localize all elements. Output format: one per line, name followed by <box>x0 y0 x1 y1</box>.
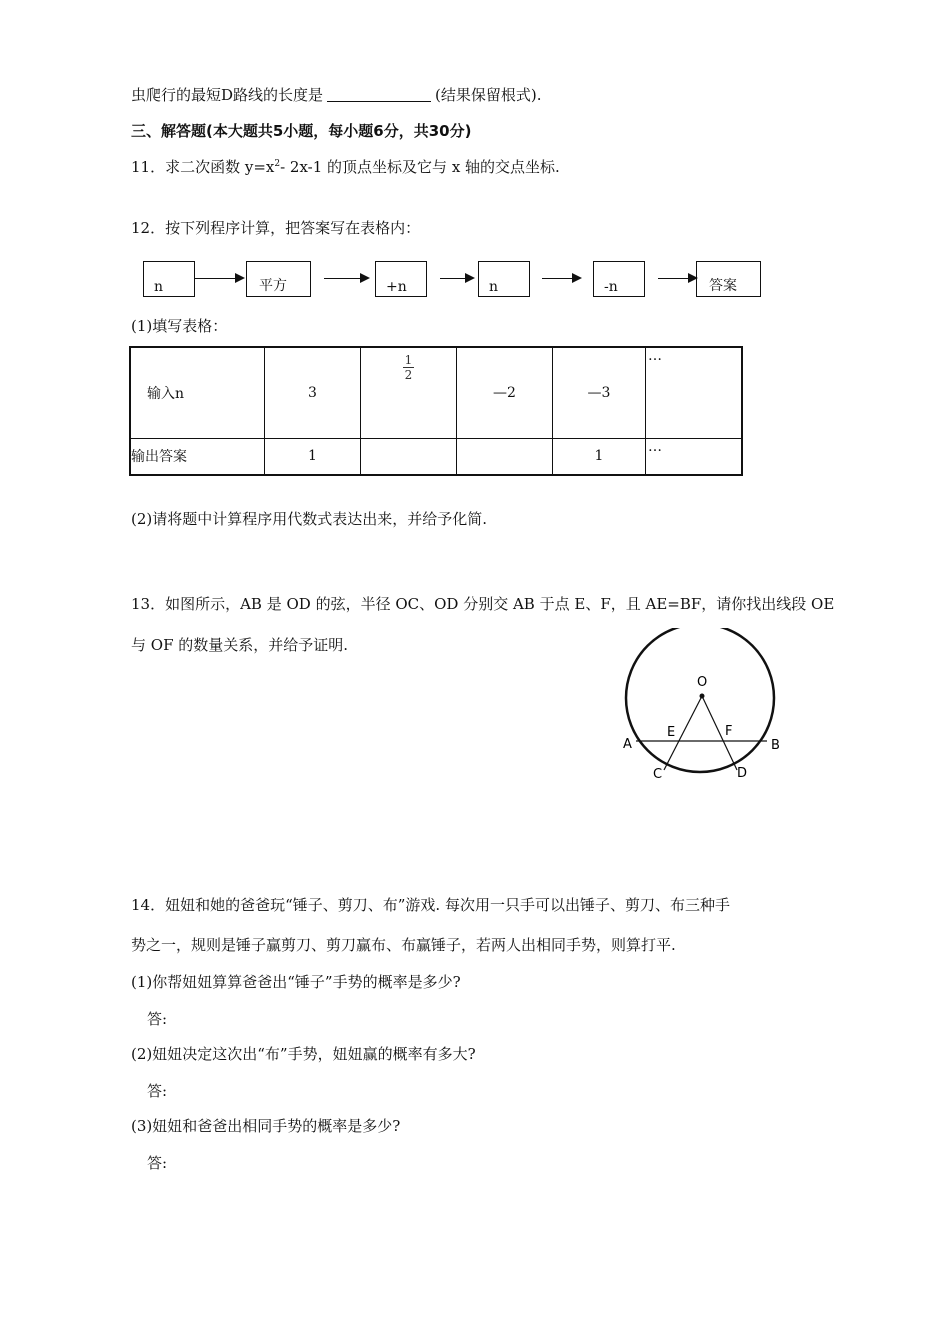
label-a: A <box>623 737 632 752</box>
output-cell-3[interactable] <box>457 438 553 475</box>
q12-part1: (1)填写表格： <box>131 317 228 335</box>
q14-answer-3[interactable]: 答: <box>147 1154 168 1172</box>
q11-superscript: 2 <box>274 159 281 169</box>
q10-answer-blank[interactable] <box>327 87 431 102</box>
q14-answer-2[interactable]: 答: <box>147 1082 168 1100</box>
output-cell-1: 1 <box>265 438 361 475</box>
q14-answer-1[interactable]: 答: <box>147 1010 168 1028</box>
q11-text-part1: 11．求二次函数 y=x <box>131 158 275 176</box>
input-row-label: 输入n <box>130 347 265 438</box>
input-cell-1: 3 <box>265 347 361 438</box>
q14-line2: 势之一，规则是锤子赢剪刀、剪刀赢布、布赢锤子，若两人出相同手势，则算打平. <box>131 936 676 954</box>
q10-tail-note: (结果保留根式). <box>435 86 542 104</box>
flow-arrow-3 <box>440 278 473 279</box>
q12-intro: 12．按下列程序计算，把答案写在表格内： <box>131 219 421 237</box>
flow-box-input <box>143 261 195 297</box>
fraction-denominator: 2 <box>404 368 413 382</box>
flow-box-plus-n-label: +n <box>386 279 407 295</box>
q13-circle-figure <box>615 628 785 783</box>
input-cell-4: —3 <box>553 347 646 438</box>
fraction-numerator: 1 <box>404 353 413 367</box>
flow-box-square <box>246 261 311 297</box>
q10-tail-text: 虫爬行的最短D路线的长度是 <box>131 86 324 104</box>
label-e: E <box>667 725 676 740</box>
table-row-output <box>130 438 742 475</box>
label-f: F <box>725 724 733 739</box>
flow-box-answer-label: 答案 <box>709 278 737 294</box>
q14-question-1: (1)你帮妞妞算算爸爸出“锤子”手势的概率是多少? <box>131 973 461 991</box>
q13-line2: 与 OF 的数量关系，并给予证明. <box>131 636 349 654</box>
input-cell-ellipsis: … <box>646 347 743 438</box>
flow-arrow-2 <box>324 278 368 279</box>
label-d: D <box>737 766 748 781</box>
flow-box-divide-n-label: n <box>489 279 499 295</box>
flow-arrow-5 <box>658 278 696 279</box>
flow-box-square-label: 平方 <box>259 278 287 294</box>
output-row-label: 输出答案 <box>130 438 265 475</box>
q14-question-3: (3)妞妞和爸爸出相同手势的概率是多少? <box>131 1117 401 1135</box>
output-cell-2[interactable] <box>361 438 457 475</box>
fraction-one-half <box>403 353 415 382</box>
label-o: O <box>697 675 708 690</box>
flow-arrow-1 <box>195 278 243 279</box>
flow-box-minus-n <box>593 261 645 297</box>
section-3-title: 三、解答题(本大题共5小题，每小题6分，共30分) <box>131 122 472 140</box>
input-cell-2 <box>361 347 457 438</box>
q13-line1: 13．如图所示，AB 是 OD 的弦，半径 OC、OD 分别交 AB 于点 E、F，且 AE=BF，请你找出线段 OE <box>131 595 835 613</box>
output-cell-ellipsis: … <box>646 438 743 475</box>
flow-box-plus-n <box>375 261 427 297</box>
q14-line1: 14．妞妞和她的爸爸玩“锤子、剪刀、布”游戏. 每次用一只手可以出锤子、剪刀、布三种手 <box>131 896 730 914</box>
table-row-input <box>130 347 742 438</box>
flow-box-divide-n <box>478 261 530 297</box>
output-cell-4: 1 <box>553 438 646 475</box>
flow-box-minus-n-label: -n <box>604 279 618 295</box>
input-cell-3: —2 <box>457 347 553 438</box>
q12-table <box>129 346 743 476</box>
q11-text <box>131 156 560 177</box>
flow-arrow-4 <box>542 278 580 279</box>
q14-question-2: (2)妞妞决定这次出“布”手势，妞妞赢的概率有多大? <box>131 1045 476 1063</box>
label-b: B <box>771 738 780 753</box>
q12-part2: (2)请将题中计算程序用代数式表达出来，并给予化简. <box>131 510 488 528</box>
q10-tail-line <box>131 84 542 105</box>
q11-text-part2: - 2x-1 的顶点坐标及它与 x 轴的交点坐标. <box>280 158 560 176</box>
flow-box-input-label: n <box>154 279 164 295</box>
center-point <box>700 694 705 699</box>
flow-box-answer <box>696 261 761 297</box>
label-c: C <box>653 767 663 782</box>
